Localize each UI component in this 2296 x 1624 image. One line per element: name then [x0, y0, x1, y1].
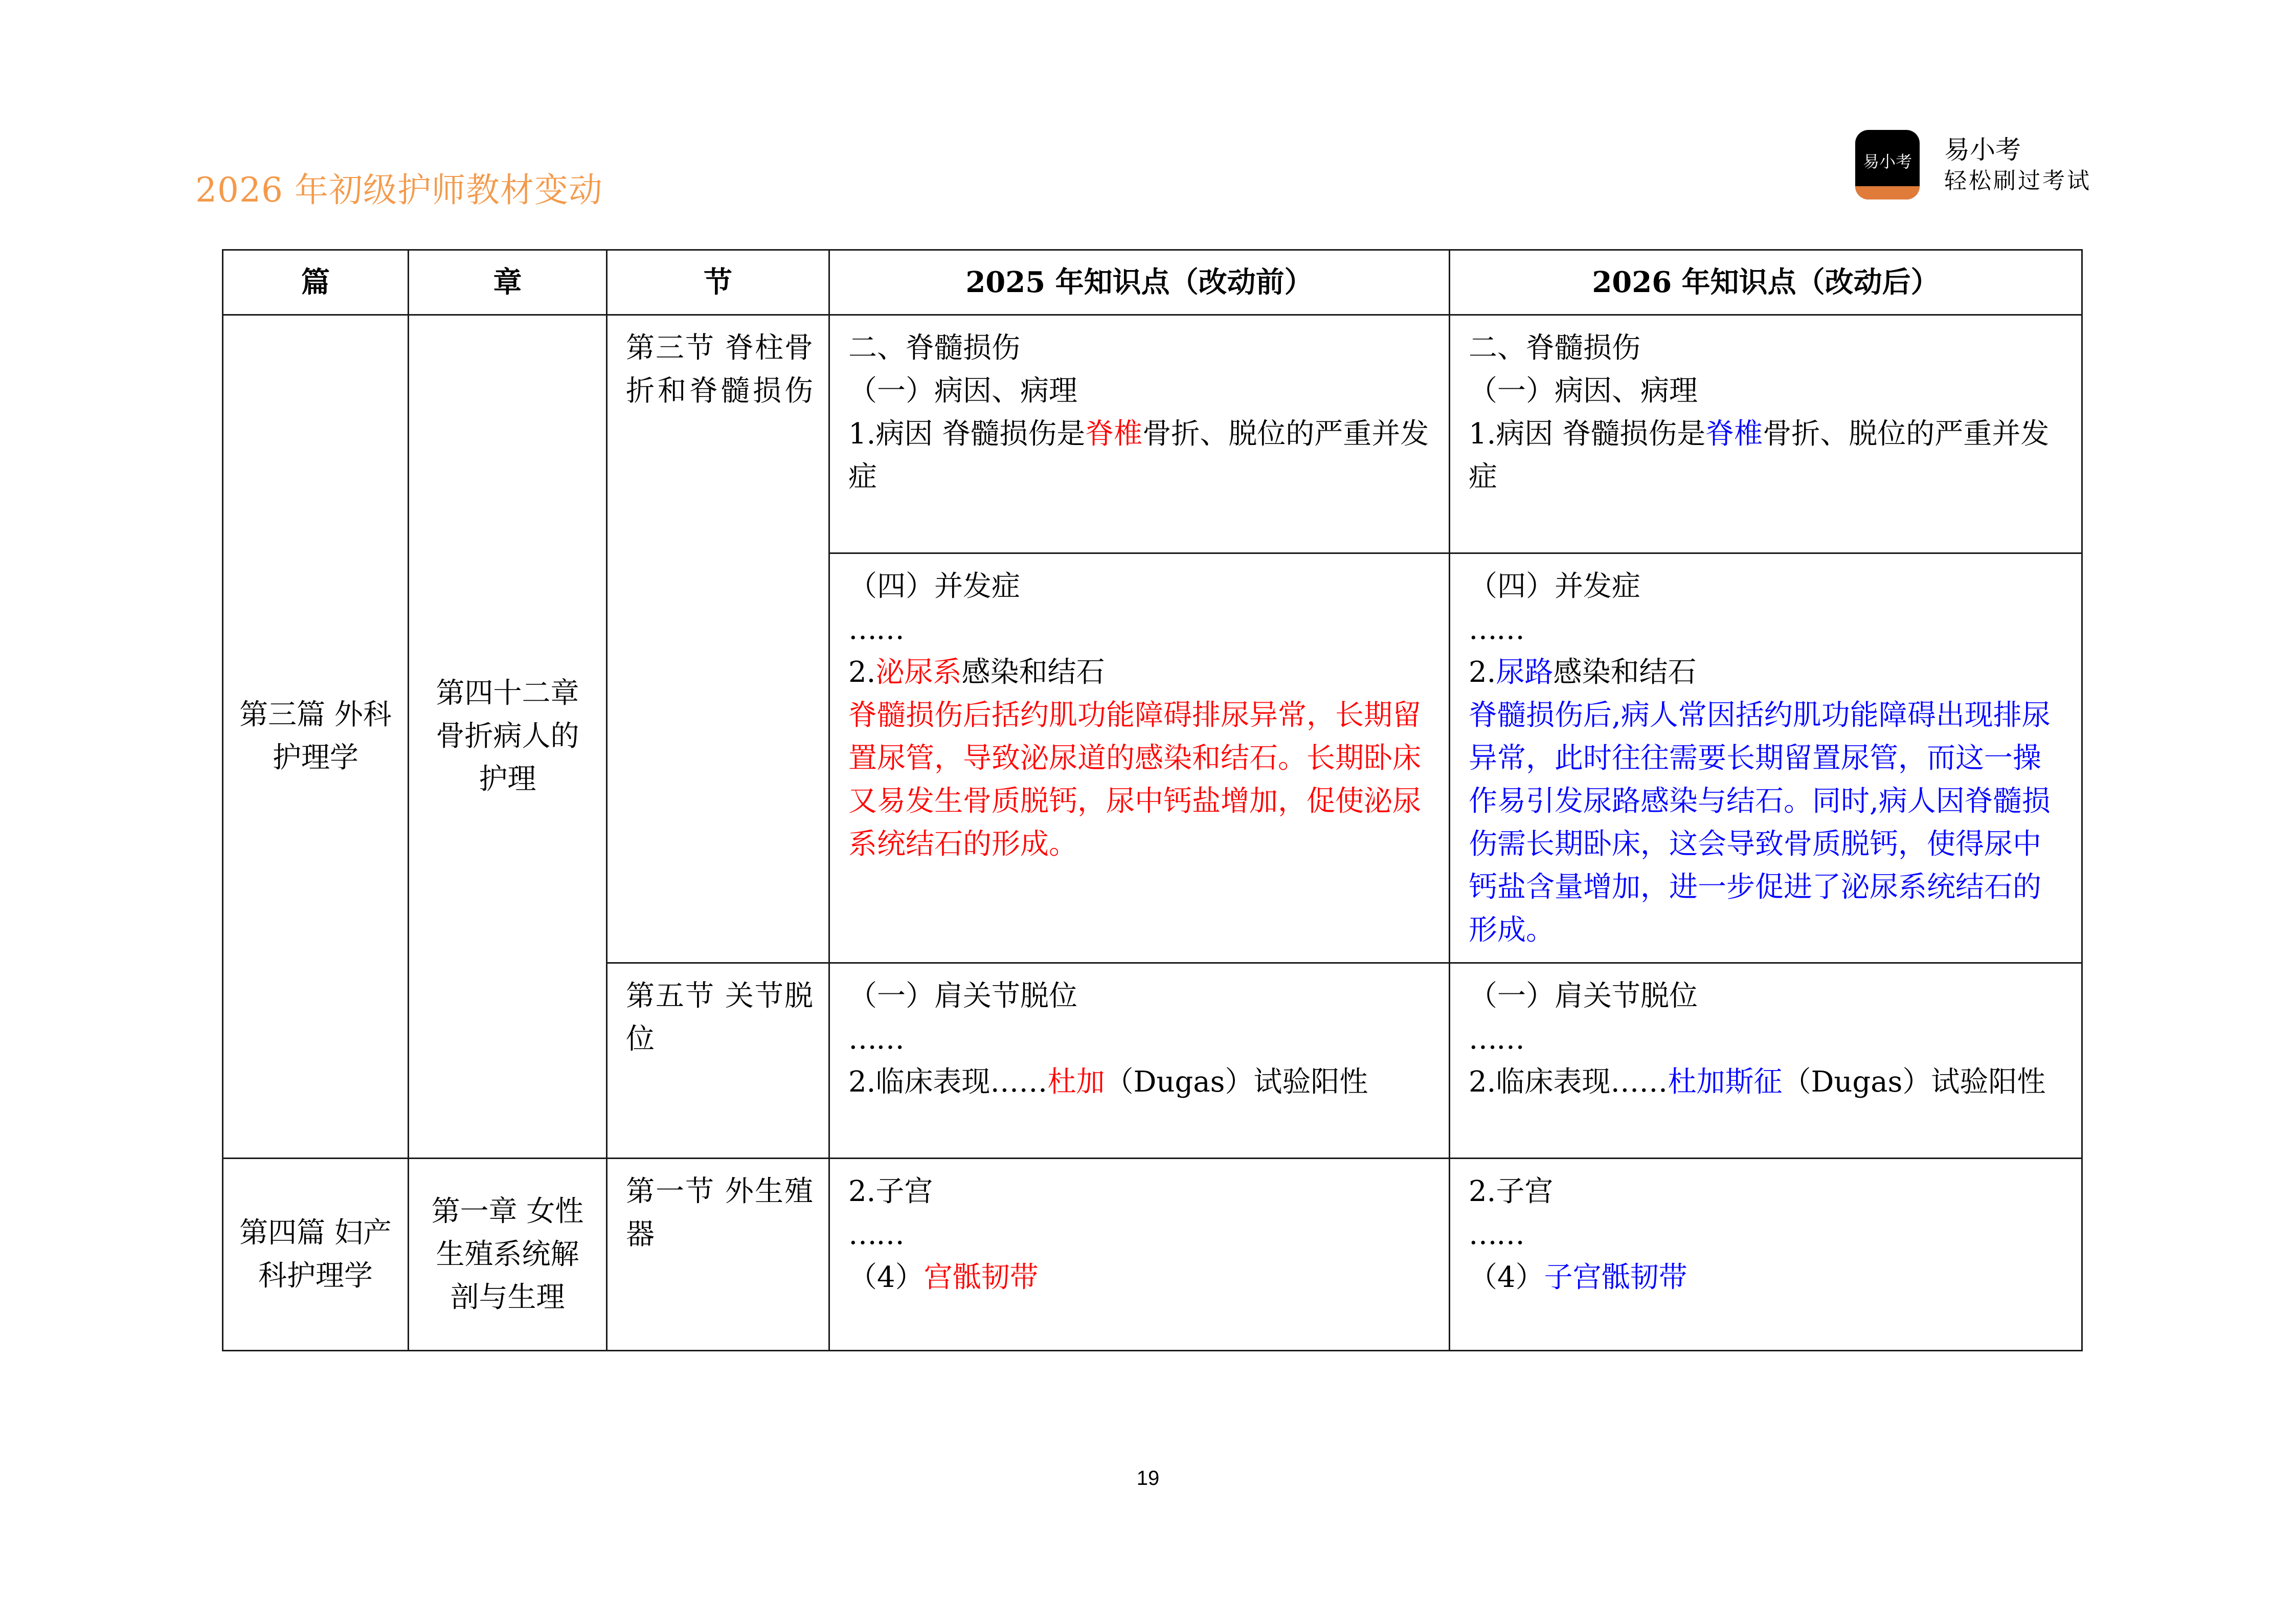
before-highlight: 杜加	[1047, 1065, 1105, 1099]
before-cell	[829, 1159, 1450, 1351]
section-cell: 第一节 外生殖器	[607, 1159, 829, 1351]
after-cell	[1450, 315, 2082, 553]
before-heading: （四）并发症	[848, 570, 1020, 603]
before-cell	[829, 963, 1450, 1159]
after-text: 1.病因 脊髓损伤是	[1469, 417, 1706, 451]
after-cell	[1450, 553, 2082, 963]
after-text: 骨折、脱位的严重并发症	[1469, 417, 2050, 494]
after-highlight: 尿路	[1496, 656, 1554, 689]
part-cell: 第三篇 外科护理学	[223, 315, 409, 1159]
ellipsis-text: ……	[848, 613, 904, 646]
after-highlight: 杜加斯征	[1668, 1065, 1783, 1099]
before-text: （Dugas）试验阳性	[1105, 1065, 1368, 1099]
table-row	[223, 315, 2082, 553]
column-header-section: 节	[607, 250, 829, 315]
column-header-part: 篇	[223, 250, 409, 315]
before-highlight: 脊椎	[1085, 417, 1143, 451]
after-text: （4）	[1469, 1261, 1544, 1294]
ellipsis-text: ……	[848, 1022, 904, 1056]
before-text: （4）	[848, 1261, 924, 1294]
brand-text	[1944, 134, 2091, 196]
after-heading: 二、脊髓损伤	[1469, 331, 1640, 365]
before-cell	[829, 315, 1450, 553]
before-heading: （一）肩关节脱位	[848, 980, 1077, 1013]
after-cell	[1450, 1159, 2082, 1351]
column-header-chapter: 章	[409, 250, 607, 315]
before-subheading: （一）病因、病理	[848, 374, 1077, 408]
textbook-changes-table	[222, 249, 2083, 1351]
before-highlight-paragraph: 脊髓损伤后括约肌功能障碍排尿异常，长期留置尿管，导致泌尿道的感染和结石。长期卧床又易发生骨质脱钙，尿中钙盐增加，促使泌尿系统结石的形成。	[848, 699, 1421, 861]
document-title: 2026 年初级护师教材变动	[195, 170, 603, 210]
section-cell: 第五节 关节脱位	[607, 963, 829, 1159]
after-highlight-paragraph: 脊髓损伤后,病人常因括约肌功能障碍出现排尿异常，此时往往需要长期留置尿管，而这一操作易引发尿路感染与结石。同时,病人因脊髓损伤需长期卧床，这会导致骨质脱钙，使得尿中钙盐含量增加，进一步促进了泌尿系统结石的形成。	[1469, 699, 2051, 947]
after-text: 感染和结石	[1553, 656, 1697, 689]
chapter-cell: 第一章 女性生殖系统解剖与生理	[409, 1159, 607, 1351]
after-text: 2.临床表现……	[1469, 1065, 1668, 1099]
after-highlight: 脊椎	[1705, 417, 1763, 451]
after-heading: （一）肩关节脱位	[1469, 980, 1698, 1013]
column-header-after: 2026 年知识点（改动后）	[1450, 250, 2082, 315]
after-cell	[1450, 963, 2082, 1159]
after-text: 2.	[1469, 656, 1496, 689]
part-cell: 第四篇 妇产科护理学	[223, 1159, 409, 1351]
before-text: 感染和结石	[961, 656, 1105, 689]
before-text: 1.病因 脊髓损伤是	[848, 417, 1086, 451]
before-text: 骨折、脱位的严重并发症	[848, 417, 1429, 494]
ellipsis-text: ……	[1469, 613, 1524, 646]
before-heading: 2.子宫	[848, 1175, 933, 1208]
ellipsis-text: ……	[1469, 1218, 1524, 1251]
ellipsis-text: ……	[848, 1218, 904, 1251]
before-heading: 二、脊髓损伤	[848, 331, 1020, 365]
after-heading: 2.子宫	[1469, 1175, 1554, 1208]
after-heading: （四）并发症	[1469, 570, 1640, 603]
before-highlight: 泌尿系	[875, 656, 962, 689]
brand-name: 易小考	[1944, 135, 2021, 165]
before-highlight: 宫骶韧带	[924, 1261, 1039, 1294]
brand-logo-text: 易小考	[1862, 152, 1912, 171]
brand-logo-icon	[1855, 130, 1920, 199]
before-text: 2.临床表现……	[848, 1065, 1048, 1099]
before-cell	[829, 553, 1450, 963]
after-text: （Dugas）试验阳性	[1782, 1065, 2046, 1099]
brand-slogan: 轻松刷过考试	[1944, 168, 2091, 194]
section-cell: 第三节 脊柱骨折和脊髓损伤	[607, 315, 829, 963]
table-row	[223, 1159, 2082, 1351]
brand-header	[1855, 130, 2091, 199]
ellipsis-text: ……	[1469, 1022, 1524, 1056]
after-highlight: 子宫骶韧带	[1544, 1261, 1687, 1294]
column-header-before: 2025 年知识点（改动前）	[829, 250, 1450, 315]
after-subheading: （一）病因、病理	[1469, 374, 1698, 408]
table-header-row	[223, 250, 2082, 315]
chapter-cell: 第四十二章 骨折病人的护理	[409, 315, 607, 1159]
page-number: 19	[1136, 1467, 1160, 1489]
before-text: 2.	[848, 656, 876, 689]
brand-logo-accent-strip	[1855, 186, 1920, 199]
